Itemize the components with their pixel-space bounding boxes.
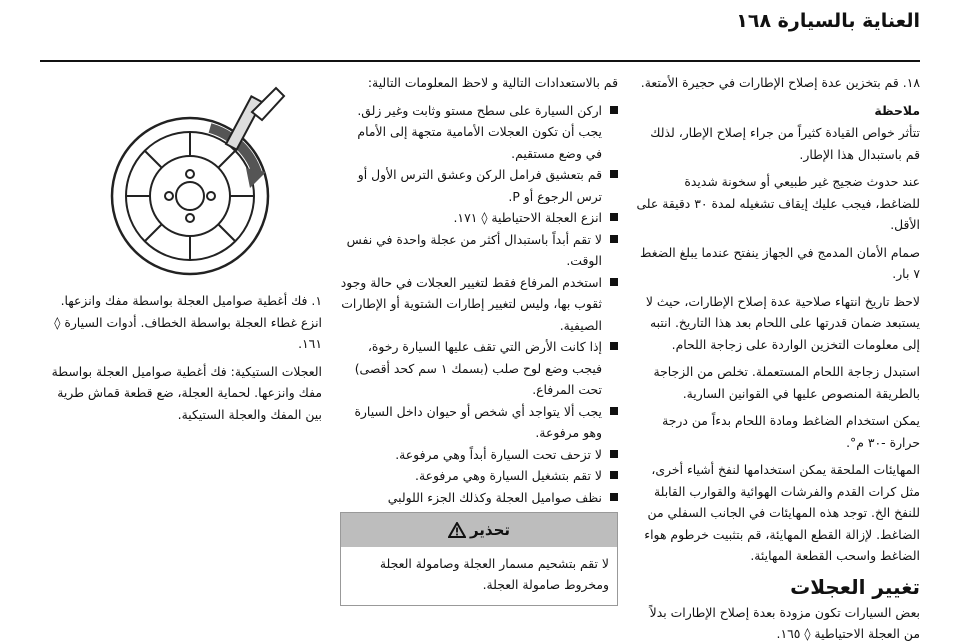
middle-column <box>340 72 618 551</box>
list-item: لا تقم أبداً باستبدال أكثر من عجلة واحدة في نفس الوقت. <box>340 229 618 272</box>
bullet-icon <box>610 106 618 114</box>
bullet-icon <box>610 450 618 458</box>
warning-header <box>341 513 617 547</box>
bullet-icon <box>610 471 618 479</box>
bullet-icon <box>610 493 618 501</box>
warning-box <box>340 512 618 606</box>
steel-wheels-note: العجلات الستيكية: فك أغطية صواميل العجلة بواسطة مفك وانزعها. لحماية العجلة، ضع قطعة قماش طرية بين المفك والعجلة الستيكية. <box>51 363 322 422</box>
note-paragraph: يمكن استخدام الضاغط ومادة اللحام بدءاً من درجة حرارة -٣٠ م°. <box>662 413 920 450</box>
list-item: لا تزحف تحت السيارة أبداً وهي مرفوعة. <box>340 444 618 466</box>
section-text: بعض السيارات تكون مزودة بعدة إصلاح الإطارات بدلاً من العجلة الاحتياطية ◊ ١٦٥. <box>649 604 920 641</box>
note-paragraph: لاحظ تاريخ انتهاء صلاحية عدة إصلاح الإطارات، حيث لا يستبعد ضمان قدرتها على اللحام بعد هذا التاريخ. انتبه إلى معلومات التخزين الواردة على زجاجة اللحام. <box>645 293 920 352</box>
note-paragraph: المهايئات الملحقة يمكن استخدامها لنفخ أشياء أخرى، مثل كرات القدم والفرشات الهوائية والقوارب القابلة للنفخ الخ. توجد هذه المهايئات في الجانب السفلي من الضاغط. لإزالة القطع المهايئة، قم بتثبيت خرطوم هواء الضاغط واسحب القطعة المهايئة. <box>644 462 920 563</box>
list-item: اركن السيارة على سطح مستو وثابت وغير زلق. يجب أن تكون العجلات الأمامية متجهة إلى الأمام في وضع مستقيم. <box>340 100 618 165</box>
note-heading: ملاحظة <box>874 102 920 118</box>
list-item: لا تقم بتشغيل السيارة وهي مرفوعة. <box>340 465 618 487</box>
note-paragraph: تتأثر خواص القيادة كثيراً من جراء إصلاح الإطار، لذلك قم باستبدال هذا الإطار. <box>650 125 920 162</box>
warning-text: لا تقم بتشحيم مسمار العجلة وصامولة العجلة ومخروط صامولة العجلة. <box>379 556 609 592</box>
step-1: ١. فك أغطية صواميل العجلة بواسطة مفك وانزعها. انزع غطاء العجلة بواسطة الخطاف. أدوات السيارة ◊ ١٦١. <box>54 293 322 351</box>
bullet-icon <box>610 407 618 415</box>
warning-triangle-icon <box>448 522 466 538</box>
list-item: انزع العجلة الاحتياطية ◊ ١٧١. <box>340 207 618 229</box>
header-divider <box>40 60 920 62</box>
bullet-icon <box>610 213 618 221</box>
list-item: إذا كانت الأرض التي تقف عليها السيارة رخوة، فيجب وضع لوح صلب (بسمك ١ سم كحد أقصى) تحت المرفاع. <box>340 336 618 401</box>
left-column <box>40 290 322 431</box>
warning-title: تحذير <box>469 521 511 539</box>
note-paragraph: استبدل زجاجة اللحام المستعملة. تخلص من الزجاجة بالطريقة المنصوص عليها في القوانين السارية. <box>653 364 920 401</box>
right-column <box>636 72 920 642</box>
bullet-icon <box>610 342 618 350</box>
section-heading: تغيير العجلات <box>790 574 920 599</box>
wheel-cover-removal-illustration <box>40 76 322 284</box>
note-paragraph: عند حدوث ضجيج غير طبيعي أو سخونة شديدة للضاغط، فيجب عليك إيقاف تشغيله لمدة ٣٠ دقيقة على الأقل. <box>636 174 920 232</box>
list-item: نظف صواميل العجلة وكذلك الجزء اللولبي <box>340 487 618 552</box>
bullet-icon <box>610 235 618 243</box>
bullet-icon <box>610 278 618 286</box>
list-item: يجب ألا يتواجد أي شخص أو حيوان داخل السيارة وهو مرفوعة. <box>340 401 618 444</box>
list-item: قم بتعشيق فرامل الركن وعشق الترس الأول أو ترس الرجوع أو P. <box>340 164 618 207</box>
page-header <box>0 0 960 62</box>
step-18: ١٨. قم بتخزين عدة إصلاح الإطارات في حجيرة الأمتعة. <box>640 75 920 90</box>
note-paragraph: صمام الأمان المدمج في الجهاز ينفتح عندما يبلغ الضغط ٧ بار. <box>640 244 920 281</box>
list-item: استخدم المرفاع فقط لتغيير العجلات في حالة وجود ثقوب بها، وليس لتغيير إطارات الشتوية أو الإطارات الصيفية. <box>340 272 618 337</box>
bullet-icon <box>610 170 618 178</box>
page-title: العناية بالسيارة ١٦٨ <box>736 10 920 32</box>
preparations-intro: قم بالاستعدادات التالية و لاحظ المعلومات التالية: <box>367 75 618 90</box>
